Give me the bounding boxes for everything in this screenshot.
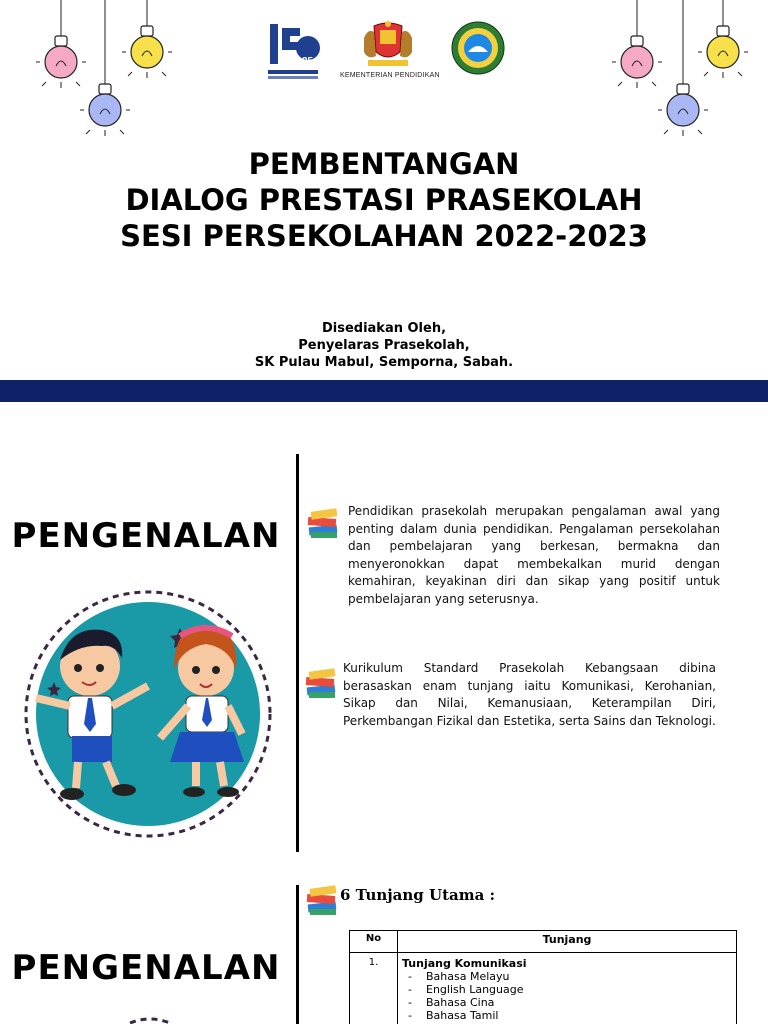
title-line: PEMBENTANGAN [248,147,520,181]
pink-bulb-icon [612,0,662,100]
slide-divider-band [0,380,768,402]
title-line: DIALOG PRESTASI PRASEKOLAH [125,183,643,217]
prepared-by [0,320,768,371]
column-header: No [350,931,398,953]
books-icon [305,504,341,540]
section-heading: PENGENALAN [11,948,281,988]
svg-text:25: 25 [302,56,314,67]
intro-paragraph-1: Pendidikan prasekolah merupakan pengalaman awal yang penting dalam dunia pendidikan. Pengalaman persekolahan dan pembelajaran yang berkesan, bermakna dan menyeronokkan dapat membekalkan murid dengan kemahiran, keyakinan diri dan sikap yang positif untuk pembelajaran yang seterusnya. [348,504,720,606]
row-number: 1. [350,953,398,1024]
section-heading: PENGENALAN [11,516,281,556]
list-item: - Bahasa Tamil [408,1009,499,1022]
list-item: - Bahasa Cina [408,996,495,1009]
books-icon [304,881,340,917]
vertical-divider [296,885,299,1024]
vertical-divider [296,454,299,852]
children-illustration [20,588,278,840]
table-row [350,953,737,1024]
blue-bulb-icon [658,0,708,150]
blue-bulb-icon [80,0,130,150]
six-pillars-slide [0,877,768,1024]
pillar-cell [398,953,737,1024]
children-illustration-partial [120,1017,180,1024]
title-slide [0,0,768,380]
ministry-caption: KEMENTERIAN PENDIDIKAN [340,72,440,79]
pink-bulb-icon [36,0,86,100]
list-item: - Bahasa Melayu [408,970,510,983]
column-header: Tunjang [398,931,737,953]
prepared-line: Disediakan Oleh, [321,321,447,336]
title-line: SESI PERSEKOLAHAN 2022-2023 [120,219,648,253]
pillars-subheading: 6 Tunjang Utama : [340,886,496,904]
crest-logo [360,20,416,70]
school-badge-logo [450,18,506,78]
prepared-line: SK Pulau Mabul, Semporna, Sabah. [254,355,514,370]
pillars-table [349,930,737,1024]
presentation-title [0,146,768,254]
school-25-logo [264,18,322,84]
books-icon [303,664,339,700]
list-item: - English Language [408,983,524,996]
prepared-line: Penyelaras Prasekolah, [298,338,470,353]
pillar-title: Tunjang Komunikasi [402,957,527,970]
intro-paragraph-2: Kurikulum Standard Prasekolah Kebangsaan dibina berasaskan enam tunjang iaitu Komunikasi, Kerohanian, Sikap dan Nilai, Kemanusiaan, Keterampilan Diri, Perkembangan Fizikal dan Estetika, serta Sains dan Teknologi. [343,661,716,728]
table-header-row [350,931,737,953]
introduction-slide [0,402,768,877]
